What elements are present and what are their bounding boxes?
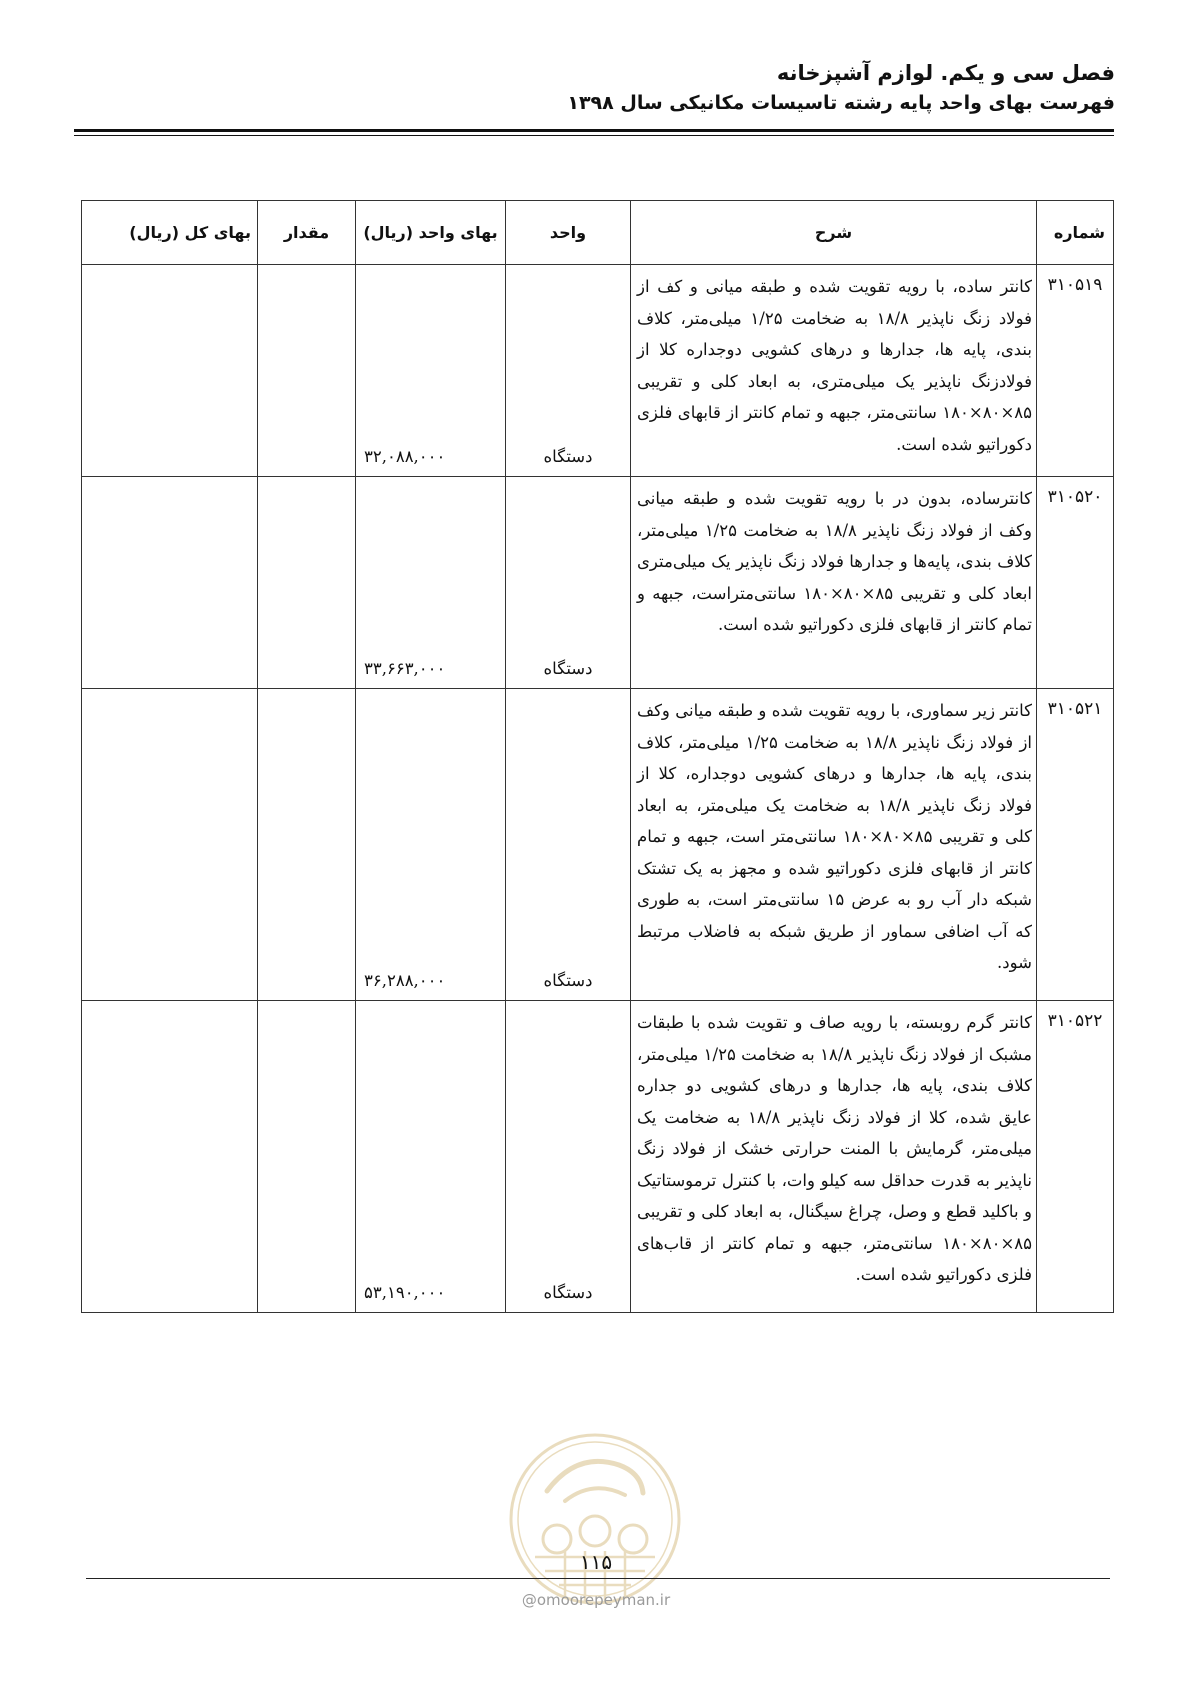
item-code: ۳۱۰۵۲۰ (1037, 477, 1114, 689)
item-unit: دستگاه (506, 265, 631, 477)
column-header-total-price: بهای کل (ریال) (82, 201, 258, 265)
item-total-price (82, 265, 258, 477)
price-list-title: فهرست بهای واحد پایه رشته تاسیسات مکانیکی سال ۱۳۹۸ (567, 92, 1115, 114)
table-header-row (82, 201, 1114, 265)
table-row (82, 689, 1114, 1001)
item-quantity (258, 1001, 356, 1313)
website-watermark: @omoorepeyman.ir (521, 1591, 671, 1609)
header-rule-thick (74, 129, 1114, 132)
item-unit-price: ۵۳,۱۹۰,۰۰۰ (356, 1001, 506, 1313)
header-rule-thin (74, 135, 1114, 136)
column-header-description: شرح (631, 201, 1037, 265)
item-unit: دستگاه (506, 689, 631, 1001)
page-header (75, 58, 1115, 118)
item-total-price (82, 477, 258, 689)
column-header-unit-price: بهای واحد (ریال) (356, 201, 506, 265)
watermark-logo-icon (507, 1431, 683, 1607)
item-total-price (82, 1001, 258, 1313)
column-header-unit: واحد (506, 201, 631, 265)
item-unit: دستگاه (506, 1001, 631, 1313)
item-unit: دستگاه (506, 477, 631, 689)
column-header-quantity: مقدار (258, 201, 356, 265)
item-code: ۳۱۰۵۱۹ (1037, 265, 1114, 477)
item-description: کانترساده، بدون در با رویه تقویت شده و طبقه میانی وکف از فولاد زنگ ناپذیر ۱۸/۸ به ضخامت ۱/۲۵ میلی‌متر، کلاف بندی، پایه‌ها و جدارها فولاد زنگ ناپذیر یک میلی‌متری ابعاد کلی و تقریبی ۸۵×۸۰×۱۸۰ سانتی‌متراست، جبهه و تمام کانتر از قابهای فلزی دکوراتیو شده است. (631, 477, 1037, 689)
item-code: ۳۱۰۵۲۱ (1037, 689, 1114, 1001)
page-number: ۱۱۵ (579, 1550, 613, 1574)
item-unit-price: ۳۶,۲۸۸,۰۰۰ (356, 689, 506, 1001)
item-description: کانتر گرم روبسته، با رویه صاف و تقویت شده با طبقات مشبک از فولاد زنگ ناپذیر ۱۸/۸ به ضخامت ۱/۲۵ میلی‌متر، کلاف بندی، پایه ها، جدارها و درهای کشویی دو جداره عایق شده، کلا از فولاد زنگ ناپذیر ۱۸/۸ به ضخامت یک میلی‌متر، گرمایش با المنت حرارتی خشک از فولاد زنگ ناپذیر به قدرت حداقل سه کیلو وات، با کنترل ترموستاتیک و باکلید قطع و وصل، چراغ سیگنال، به ابعاد کلی و تقریبی ۸۵×۸۰×۱۸۰ سانتی‌متر، جبهه و تمام کانتر از قاب‌های فلزی دکوراتیو شده است. (631, 1001, 1037, 1313)
item-total-price (82, 689, 258, 1001)
item-quantity (258, 689, 356, 1001)
item-description: کانتر زیر سماوری، با رویه تقویت شده و طبقه میانی وکف از فولاد زنگ ناپذیر ۱۸/۸ به ضخامت ۱/۲۵ میلی‌متر، کلاف بندی، پایه ها، جدارها و درهای کشویی دوجداره، کلا از فولاد زنگ ناپذیر ۱۸/۸ به ضخامت یک میلی‌متر، به ابعاد کلی و تقریبی ۸۵×۸۰×۱۸۰ سانتی‌متر است، جبهه و تمام کانتر از قابهای فلزی دکوراتیو شده و مجهز به یک تشتک شبکه دار آب رو به عرض ۱۵ سانتی‌متر است، به طوری که آب اضافی سماور از طریق شبکه به فاضلاب مرتبط شود. (631, 689, 1037, 1001)
footer-rule (86, 1578, 1110, 1579)
item-unit-price: ۳۳,۶۶۳,۰۰۰ (356, 477, 506, 689)
price-table (81, 200, 1114, 1313)
item-code: ۳۱۰۵۲۲ (1037, 1001, 1114, 1313)
column-header-code: شماره (1037, 201, 1114, 265)
item-description: کانتر ساده، با رویه تقویت شده و طبقه میانی و کف از فولاد زنگ ناپذیر ۱۸/۸ به ضخامت ۱/۲۵ میلی‌متر، کلاف بندی، پایه ها، جدارها و درهای کشویی دوجداره کلا از فولادزنگ ناپذیر یک میلی‌متری، به ابعاد کلی و تقریبی ۸۵×۸۰×۱۸۰ سانتی‌متر، جبهه و تمام کانتر از قابهای فلزی دکوراتیو شده است. (631, 265, 1037, 477)
table-row (82, 265, 1114, 477)
item-unit-price: ۳۲,۰۸۸,۰۰۰ (356, 265, 506, 477)
chapter-title: فصل سی و یکم. لوازم آشپزخانه (776, 61, 1115, 85)
table-row (82, 477, 1114, 689)
table-row (82, 1001, 1114, 1313)
item-quantity (258, 265, 356, 477)
item-quantity (258, 477, 356, 689)
